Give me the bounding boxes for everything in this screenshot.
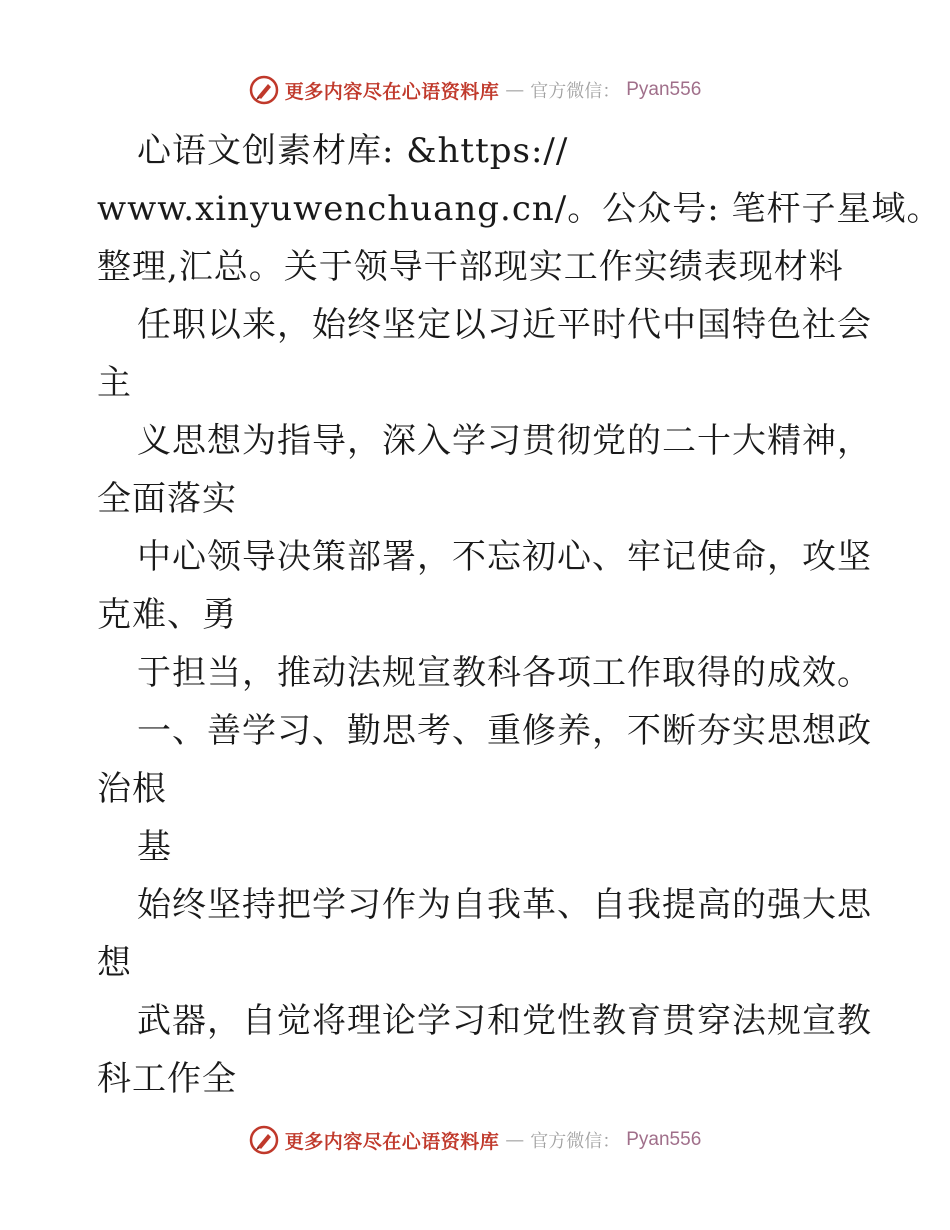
text-line: 主 (97, 363, 132, 403)
text-line: 基 (137, 827, 172, 867)
watermark-label: 官方微信： (530, 81, 621, 102)
text-line: 治根 (97, 769, 167, 809)
text-line: 想 (97, 943, 132, 983)
pen-logo-icon (249, 75, 279, 105)
text-line: 任职以来，始终坚定以习近平时代中国特色社会 (137, 305, 872, 345)
footer-watermark (0, 1120, 950, 1160)
watermark-dash: — (505, 1129, 525, 1151)
text-line: 科工作全 (97, 1059, 237, 1099)
text-line: 整理,汇总。关于领导干部现实工作实绩表现材料 (97, 247, 844, 287)
text-line: 克难、勇 (97, 595, 237, 635)
document-body (97, 122, 942, 1108)
watermark-text: 更多内容尽在心语资料库 (284, 80, 500, 103)
watermark-wechat-id: Pyan556 (626, 1129, 702, 1150)
watermark-text: 更多内容尽在心语资料库 (284, 1130, 500, 1153)
watermark-wechat-id: Pyan556 (626, 79, 702, 100)
text-line: 义思想为指导，深入学习贯彻党的二十大精神， (137, 421, 872, 461)
text-line: 中心领导决策部署，不忘初心、牢记使命，攻坚 (137, 537, 872, 577)
text-line: 心语文创素材库: &https:// (137, 131, 569, 171)
text-line: 全面落实 (97, 479, 237, 519)
text-line: 武器，自觉将理论学习和党性教育贯穿法规宣教 (137, 1001, 872, 1041)
watermark-label: 官方微信： (530, 1131, 621, 1152)
text-line: 于担当，推动法规宣教科各项工作取得的成效。 (137, 653, 872, 693)
text-line: 一、善学习、勤思考、重修养，不断夯实思想政 (137, 711, 872, 751)
header-watermark (0, 70, 950, 110)
text-line: www.xinyuwenchuang.cn/。公众号: 笔杆子星域。 (97, 189, 942, 229)
text-line: 始终坚持把学习作为自我革、自我提高的强大思 (137, 885, 872, 925)
pen-logo-icon (249, 1125, 279, 1155)
watermark-dash: — (505, 79, 525, 101)
